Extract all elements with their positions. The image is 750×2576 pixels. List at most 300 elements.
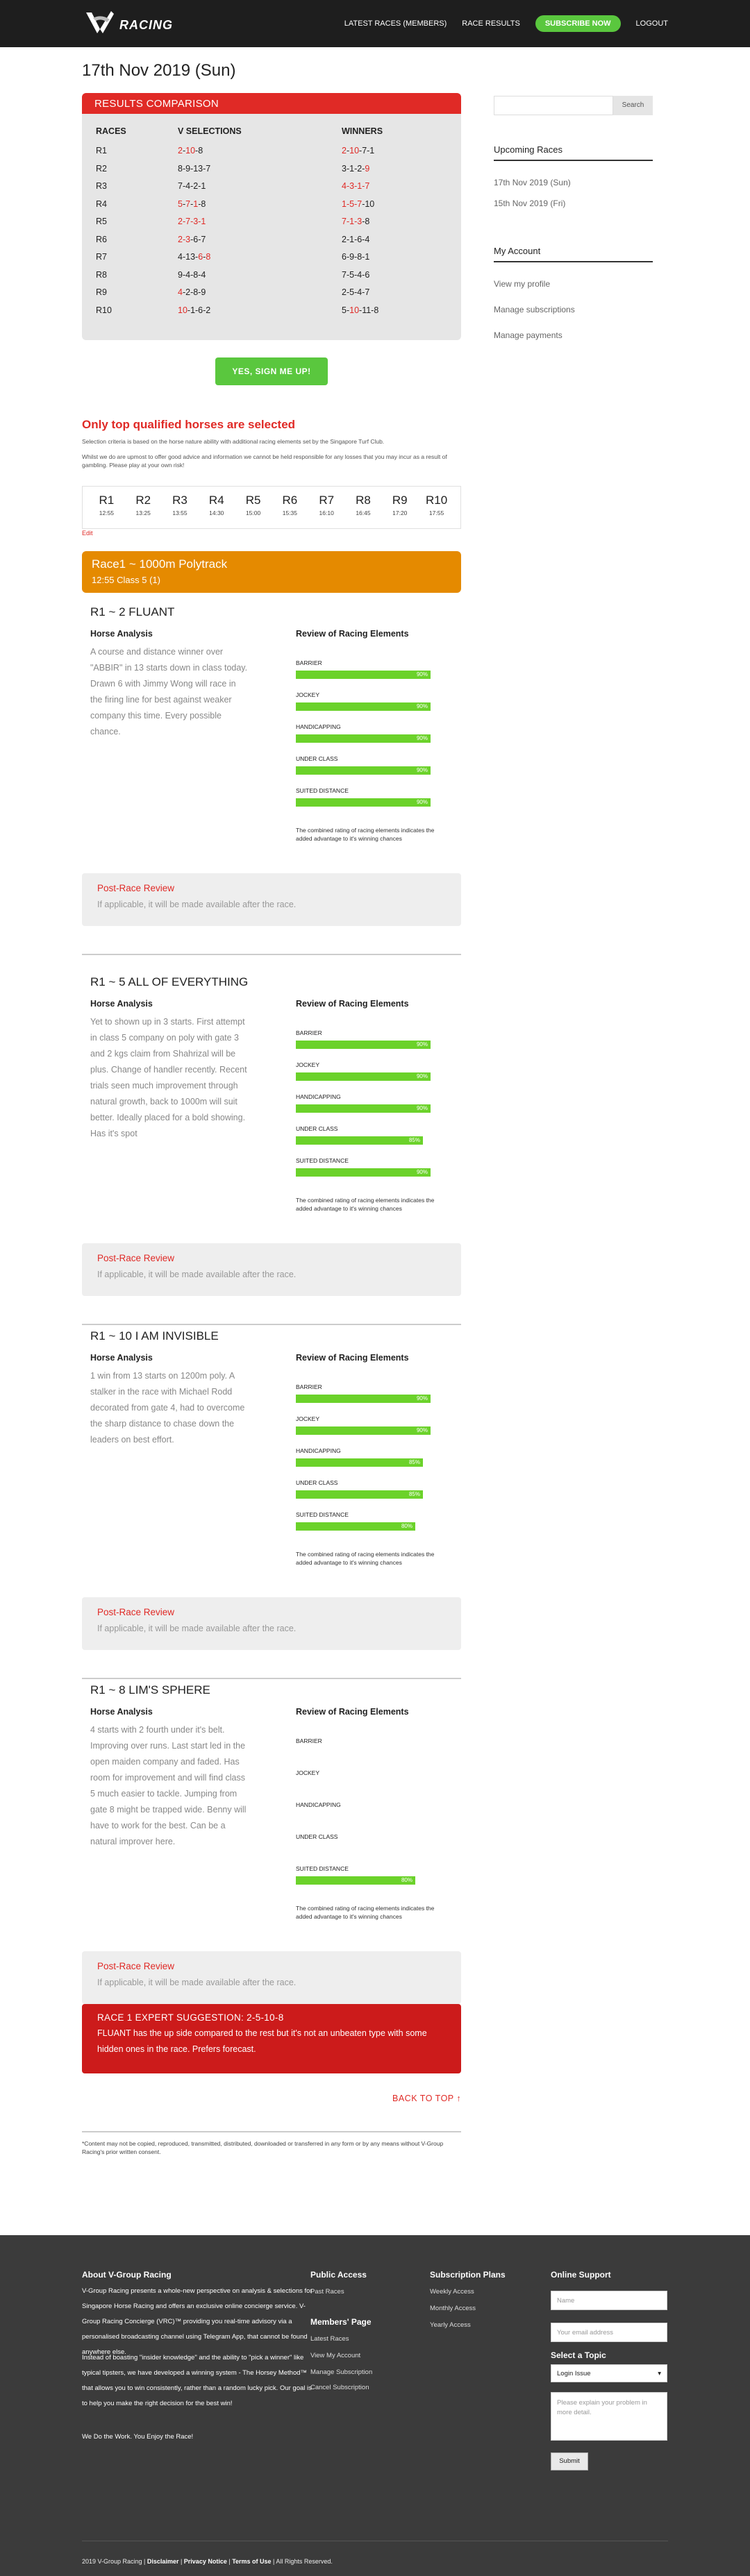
selection-segment: 2-3 — [178, 234, 191, 244]
meter-value: 90% — [416, 703, 428, 709]
race-tab-name: R7 — [319, 494, 335, 507]
privacy-notice-link[interactable]: Privacy Notice — [183, 2558, 227, 2565]
meter-fill — [296, 1104, 431, 1113]
race-number: R1 — [96, 146, 107, 155]
results-row — [96, 252, 450, 269]
upcoming-race-link[interactable]: 17th Nov 2019 (Sun) — [494, 178, 571, 187]
meter-label: SUITED DISTANCE — [296, 1511, 349, 1518]
race-tab-time: 16:45 — [356, 510, 371, 516]
meter-track — [296, 766, 431, 775]
element-meter — [296, 1479, 445, 1499]
race-tab-time: 14:30 — [209, 510, 224, 516]
winner-segment: - — [346, 146, 350, 155]
horse-analysis-text: 4 starts with 2 fourth under it's belt. Improving over runs. Last start led in the open maiden company and faded. Has room for improvement and will find class 5 much easier to tackle. Jumping from gate 8 might be trapped wide. Benny will have to work for the best. Can be a natural improver here. — [90, 1725, 247, 1846]
meter-value: 90% — [416, 767, 428, 773]
terms-of-use-link[interactable]: Terms of Use — [232, 2558, 272, 2565]
footer-about-text: V-Group Racing presents a whole-new perspective on analysis & selections for Singapore Horse Racing and offers an exclusive online concierge service. V-Group Racing Concierge (VRC)™ providing you real-time advisory via a personalised broadcasting channel using Telegram App, that cannot be found anywhere else. — [82, 2287, 312, 2356]
race-tab[interactable] — [418, 494, 455, 528]
meter-track — [296, 798, 431, 807]
race-number: R10 — [96, 305, 112, 315]
divider — [82, 2131, 461, 2132]
race-tab-time: 12:55 — [99, 510, 115, 516]
sidebar-divider — [494, 261, 653, 262]
view-profile-link[interactable]: View my profile — [494, 279, 551, 289]
race-navigation-bar — [82, 486, 461, 529]
expert-suggestion — [82, 2004, 461, 2073]
results-row — [96, 270, 450, 287]
winners — [342, 305, 378, 315]
search-input[interactable] — [494, 96, 613, 115]
selection-segment: 7-4-2-1 — [178, 181, 206, 191]
page-title: 17th Nov 2019 (Sun) — [82, 61, 236, 80]
horse-entry — [82, 1683, 461, 1989]
col-winners: WINNERS — [342, 126, 383, 136]
results-row — [96, 287, 450, 304]
footer-members-title: Members' Page — [310, 2317, 372, 2327]
race-tab-name: R4 — [208, 494, 224, 507]
selection-segment: -6-7 — [190, 234, 206, 244]
selection-segment: 6 — [198, 252, 203, 262]
element-meter — [296, 1125, 445, 1145]
footer-past-races-link[interactable]: Past Races — [310, 2288, 344, 2296]
footer-support-title: Online Support — [551, 2270, 611, 2280]
race-number: R8 — [96, 269, 107, 280]
race-tab-name: R10 — [425, 494, 448, 507]
horse-entry — [82, 1329, 461, 1635]
winner-segment: -11-8 — [359, 305, 379, 315]
selection-segment: 5 — [178, 199, 183, 209]
entry-divider — [82, 1324, 461, 1325]
meter-value: 90% — [416, 799, 428, 805]
manage-subscriptions-link[interactable]: Manage subscriptions — [494, 305, 575, 314]
meter-fill — [296, 798, 431, 807]
race-tab-time: 13:25 — [135, 510, 151, 516]
meter-value: 85% — [408, 1137, 420, 1143]
footer-about-title: About V-Group Racing — [82, 2270, 172, 2280]
horse-entry — [82, 605, 461, 911]
results-row — [96, 305, 450, 322]
meter-label: BARRIER — [296, 659, 322, 666]
selection-segment: -8 — [195, 146, 203, 155]
horse-title: R1 ~ 5 ALL OF EVERYTHING — [90, 975, 249, 988]
col-v-selections: V SELECTIONS — [178, 126, 242, 136]
sign-up-button[interactable]: YES, SIGN ME UP! — [215, 357, 328, 385]
winners — [342, 252, 369, 262]
v-selection — [178, 235, 206, 244]
element-meter — [296, 1029, 445, 1049]
footer-monthly-link[interactable]: Monthly Access — [430, 2305, 476, 2312]
race-number: R7 — [96, 252, 107, 262]
winner-segment: 7-1-3 — [342, 217, 362, 226]
meter-fill — [296, 1458, 423, 1467]
v-selection — [178, 164, 210, 174]
meter-fill — [296, 1136, 423, 1145]
meter-track — [296, 1426, 431, 1435]
meter-label: SUITED DISTANCE — [296, 1865, 349, 1872]
winner-segment: 6-9-8-1 — [342, 252, 370, 262]
selection-segment: 4-13- — [178, 252, 199, 262]
winner-segment: 1-5-7 — [342, 199, 362, 209]
post-race-review — [82, 1597, 461, 1650]
selection-segment: 2 — [178, 146, 183, 155]
site-logo[interactable] — [83, 8, 181, 39]
post-race-text: If applicable, it will be made available after the race. — [97, 1270, 297, 1279]
meter-label: SUITED DISTANCE — [296, 787, 349, 794]
horse-entry — [82, 975, 461, 1281]
race-number: R9 — [96, 287, 107, 297]
winners — [342, 164, 369, 174]
element-meter — [296, 1865, 445, 1885]
meter-label: HANDICAPPING — [296, 1093, 341, 1100]
race-tab-name: R8 — [356, 494, 371, 507]
meter-track — [296, 1395, 431, 1403]
winners — [342, 199, 374, 209]
v-selection — [178, 270, 206, 280]
upcoming-races-title: Upcoming Races — [494, 144, 562, 155]
element-meter — [296, 1093, 445, 1113]
logo-horse-icon — [83, 8, 117, 39]
element-meter — [296, 1157, 445, 1177]
results-row — [96, 146, 450, 162]
meter-value: 90% — [416, 1169, 428, 1175]
expert-title: RACE 1 EXPERT SUGGESTION: 2-5-10-8 — [97, 2012, 284, 2023]
meter-label: BARRIER — [296, 1383, 322, 1390]
race-tab[interactable] — [88, 494, 125, 528]
race-tab[interactable] — [345, 494, 382, 528]
meter-track — [296, 734, 431, 743]
winner-segment: 9 — [365, 163, 370, 174]
race-tab-time: 17:20 — [392, 510, 408, 516]
race-number: R4 — [96, 199, 107, 209]
selection-criteria-text: Selection criteria is based on the horse nature ability with additional racing elements set by the Singapore Turf Club. — [82, 438, 385, 445]
race-tab-time: 15:00 — [245, 510, 261, 516]
meter-label: UNDER CLASS — [296, 1479, 338, 1486]
post-race-review — [82, 1243, 461, 1296]
selection-segment: - — [190, 199, 194, 209]
upcoming-race-link[interactable]: 15th Nov 2019 (Fri) — [494, 199, 566, 208]
v-selection — [178, 305, 210, 315]
sidebar-divider — [494, 160, 653, 161]
selection-segment: - — [182, 146, 186, 155]
elements-note: The combined rating of racing elements indicates the added advantage to it's winning chances — [296, 1905, 435, 1920]
meter-label: JOCKEY — [296, 1769, 320, 1776]
meter-label: UNDER CLASS — [296, 1833, 338, 1840]
meter-fill — [296, 702, 431, 711]
selection-segment: - — [182, 199, 186, 209]
winners — [342, 146, 374, 155]
selection-segment: -2-8-9 — [182, 287, 206, 297]
meter-value: 90% — [416, 1395, 428, 1401]
problem-textarea[interactable]: Please explain your problem in more detail. — [551, 2392, 667, 2441]
meter-value: 90% — [416, 1041, 428, 1047]
post-race-text: If applicable, it will be made available after the race. — [97, 1624, 297, 1633]
meter-track — [296, 1136, 423, 1145]
horse-analysis-label: Horse Analysis — [90, 999, 153, 1009]
race-header-title: Race1 ~ 1000m Polytrack — [92, 557, 228, 571]
racing-elements-label: Review of Racing Elements — [296, 629, 409, 639]
race-number: R2 — [96, 163, 107, 174]
race-tab[interactable] — [308, 494, 345, 528]
meter-value: 90% — [416, 671, 428, 677]
race-tab-name: R6 — [282, 494, 298, 507]
selection-segment: 1 — [193, 199, 199, 209]
element-meter — [296, 1511, 445, 1531]
selection-segment: 2-7-3-1 — [178, 217, 206, 226]
results-comparison — [82, 93, 461, 340]
entry-divider — [82, 954, 461, 955]
winner-segment: 3-1-2- — [342, 163, 365, 174]
copyright-text: 2019 V-Group Racing | — [82, 2558, 146, 2565]
footer-yearly-link[interactable]: Yearly Access — [430, 2321, 471, 2329]
meter-value: 85% — [408, 1459, 420, 1465]
winners — [342, 270, 369, 280]
horse-analysis-label: Horse Analysis — [90, 1353, 153, 1363]
winner-segment: 10 — [349, 305, 360, 315]
element-meter — [296, 1801, 445, 1821]
meter-label: BARRIER — [296, 1737, 322, 1744]
edit-link[interactable]: Edit — [82, 530, 93, 537]
qualified-title: Only top qualified horses are selected — [82, 418, 296, 431]
race-tab-name: R3 — [172, 494, 188, 507]
v-selection — [178, 252, 210, 262]
selection-segment: 9-4-8-4 — [178, 269, 206, 280]
selection-segment: 10 — [185, 146, 196, 155]
race-tab-name: R2 — [135, 494, 151, 507]
race-tab[interactable] — [381, 494, 418, 528]
horse-title: R1 ~ 10 I AM INVISIBLE — [90, 1329, 219, 1342]
post-race-title: Post-Race Review — [97, 883, 175, 893]
element-meter — [296, 1383, 445, 1403]
post-race-text: If applicable, it will be made available after the race. — [97, 1978, 297, 1987]
meter-label: HANDICAPPING — [296, 1801, 341, 1808]
meter-fill — [296, 1426, 431, 1435]
post-race-title: Post-Race Review — [97, 1253, 175, 1263]
meter-track — [296, 671, 431, 679]
race-number: R5 — [96, 217, 107, 226]
race-tab-name: R9 — [392, 494, 408, 507]
winner-segment: -8 — [362, 217, 370, 226]
element-meter — [296, 1769, 445, 1789]
footer-latest-races-link[interactable]: Latest Races — [310, 2335, 349, 2343]
race-tab[interactable] — [198, 494, 235, 528]
meter-label: JOCKEY — [296, 691, 320, 698]
element-meter — [296, 1447, 445, 1467]
footer-public-title: Public Access — [310, 2270, 367, 2280]
winner-segment: 2-1-6-4 — [342, 234, 370, 244]
results-row — [96, 217, 450, 233]
selection-segment: 7 — [185, 199, 191, 209]
winner-segment: 5- — [342, 305, 350, 315]
horse-analysis-label: Horse Analysis — [90, 1707, 153, 1717]
col-races: RACES — [96, 126, 126, 136]
topic-label: Select a Topic — [551, 2350, 606, 2360]
email-input[interactable]: Your email address — [551, 2323, 667, 2342]
v-selection — [178, 146, 203, 155]
horse-analysis-text: Yet to shown up in 3 starts. First attempt in class 5 company on poly with gate 3 and 2 kgs claim from Shahrizal will be plus. Change of handler recently. Recent trials seen much improvement through natural growth, back to 1000m will suit better. Ideally placed for a bold showing. Has it's spot — [90, 1017, 247, 1138]
nav-race-results[interactable]: RACE RESULTS — [462, 19, 520, 28]
v-selection — [178, 199, 206, 209]
results-row — [96, 199, 450, 216]
topic-select[interactable] — [551, 2364, 667, 2382]
meter-fill — [296, 1041, 431, 1049]
element-meter — [296, 723, 445, 743]
subscribe-button[interactable]: SUBSCRIBE NOW — [535, 15, 621, 32]
race-header — [82, 551, 461, 593]
v-selection — [178, 181, 206, 191]
selection-segment: 4 — [178, 287, 183, 297]
logout-link[interactable]: LOGOUT — [635, 19, 668, 28]
race-tab-name: R5 — [245, 494, 261, 507]
race-tab[interactable] — [272, 494, 308, 528]
selection-segment: 8-9-13-7 — [178, 163, 211, 174]
meter-fill — [296, 1876, 415, 1885]
elements-note: The combined rating of racing elements indicates the added advantage to it's winning chances — [296, 827, 435, 842]
horse-title: R1 ~ 2 FLUANT — [90, 605, 175, 618]
results-row — [96, 164, 450, 180]
winners — [342, 181, 369, 191]
entry-divider — [82, 1678, 461, 1679]
race-tab-time: 17:55 — [428, 510, 444, 516]
winners — [342, 217, 369, 226]
site-header — [0, 0, 750, 47]
meter-label: JOCKEY — [296, 1061, 320, 1068]
meter-label: BARRIER — [296, 1029, 322, 1036]
gambling-warning-text: Whilst we do are upmost to offer good advice and information we cannot be held responsible for any losses that you may incur as a result of gambling. Please play at your own risk! — [82, 453, 447, 469]
results-header-row — [96, 126, 450, 143]
element-meter — [296, 787, 445, 807]
element-meter — [296, 1061, 445, 1081]
element-meter — [296, 691, 445, 711]
meter-track — [296, 1168, 431, 1177]
elements-note: The combined rating of racing elements indicates the added advantage to it's winning chances — [296, 1551, 435, 1566]
race-number: R6 — [96, 234, 107, 244]
v-selection — [178, 217, 206, 226]
footer-cancel-subscription-link[interactable]: Cancel Subscription — [310, 2384, 369, 2391]
manage-payments-link[interactable]: Manage payments — [494, 330, 562, 340]
results-row — [96, 181, 450, 198]
footer-weekly-link[interactable]: Weekly Access — [430, 2288, 474, 2296]
meter-fill — [296, 766, 431, 775]
results-row — [96, 235, 450, 251]
winner-segment: 2 — [342, 146, 347, 155]
race-tab[interactable] — [235, 494, 272, 528]
selection-segment: -1-6-2 — [187, 305, 211, 315]
expert-text: FLUANT has the up side compared to the rest but it's not an unbeaten type with some hidden ones in the race. Prefers forecast. — [97, 2028, 427, 2054]
meter-track — [296, 1041, 431, 1049]
name-input[interactable]: Name — [551, 2291, 667, 2310]
back-to-top-link[interactable]: BACK TO TOP ↑ — [392, 2094, 462, 2103]
winner-segment: -7-1 — [359, 146, 375, 155]
footer-view-account-link[interactable]: View My Account — [310, 2352, 361, 2359]
winner-segment: 2-5-4-7 — [342, 287, 370, 297]
meter-track — [296, 1458, 423, 1467]
meter-value: 90% — [416, 1105, 428, 1111]
selection-segment: 8 — [206, 252, 211, 262]
meter-label: JOCKEY — [296, 1415, 320, 1422]
winner-segment: 7-5-4-6 — [342, 269, 370, 280]
my-account-title: My Account — [494, 246, 541, 256]
footer-about-text-2: Instead of boasting "insider knowledge" and the ability to "pick a winner" like typical tipsters, we have developed a winning system - The Horsey Method™ that allows you to win consistently, rather than a random lucky pick. Our goal is to help you make the right decision for the best win! — [82, 2354, 312, 2407]
meter-fill — [296, 734, 431, 743]
footer-plans-title: Subscription Plans — [430, 2270, 506, 2280]
winner-segment: 4-3-1-7 — [342, 181, 370, 191]
winner-segment: 10 — [349, 146, 360, 155]
meter-label: HANDICAPPING — [296, 1447, 341, 1454]
post-race-review — [82, 873, 461, 926]
element-meter — [296, 1737, 445, 1757]
horse-title: R1 ~ 8 LIM'S SPHERE — [90, 1683, 210, 1697]
winners — [342, 235, 369, 244]
submit-button[interactable]: Submit — [551, 2452, 588, 2470]
racing-elements-label: Review of Racing Elements — [296, 1353, 409, 1363]
footer-manage-subscription-link[interactable]: Manage Subscription — [310, 2368, 373, 2376]
element-meter — [296, 659, 445, 679]
meter-value: 90% — [416, 735, 428, 741]
race-tab-time: 15:35 — [282, 510, 298, 516]
rights-text: All Rights Reserved. — [276, 2558, 333, 2565]
race-number: R3 — [96, 181, 107, 191]
post-race-review — [82, 1951, 461, 2004]
main-nav — [329, 15, 668, 32]
meter-label: HANDICAPPING — [296, 723, 341, 730]
race-tab[interactable] — [162, 494, 199, 528]
meter-label: SUITED DISTANCE — [296, 1157, 349, 1164]
meter-track — [296, 702, 431, 711]
element-meter — [296, 1415, 445, 1435]
results-title: RESULTS COMPARISON — [82, 93, 461, 114]
meter-value: 80% — [401, 1877, 412, 1883]
elements-note: The combined rating of racing elements indicates the added advantage to it's winning chances — [296, 1197, 435, 1212]
meter-fill — [296, 1072, 431, 1081]
element-meter — [296, 755, 445, 775]
meter-label: UNDER CLASS — [296, 755, 338, 762]
horse-analysis-label: Horse Analysis — [90, 629, 153, 639]
race-tab[interactable] — [125, 494, 162, 528]
post-race-text: If applicable, it will be made available after the race. — [97, 900, 297, 909]
horse-analysis-text: 1 win from 13 starts on 1200m poly. A stalker in the race with Michael Rodd decorated from gate 4, had to overcome the sharp distance to chase down the leaders on best effort. — [90, 1371, 245, 1445]
chevron-down-icon: ▾ — [658, 2370, 661, 2377]
horse-analysis-text: A course and distance winner over "ABBIR" in 13 starts down in class today. Drawn 6 with Jimmy Wong will race in the firing line for best against weaker company this time. Every possible chance. — [90, 647, 248, 736]
meter-track — [296, 1876, 415, 1885]
racing-elements-label: Review of Racing Elements — [296, 999, 409, 1009]
meter-value: 90% — [416, 1427, 428, 1433]
v-selection — [178, 287, 206, 297]
meter-fill — [296, 1522, 415, 1531]
post-race-title: Post-Race Review — [97, 1607, 175, 1617]
winner-segment: -10 — [362, 199, 375, 209]
selection-segment: -8 — [198, 199, 206, 209]
meter-track — [296, 1072, 431, 1081]
meter-label: UNDER CLASS — [296, 1125, 338, 1132]
nav-latest-races[interactable]: LATEST RACES (MEMBERS) — [344, 19, 447, 28]
meter-track — [296, 1104, 431, 1113]
race-tab-time: 13:55 — [172, 510, 188, 516]
search-button[interactable]: Search — [613, 96, 653, 115]
footer-slogan: We Do the Work. You Enjoy the Race! — [82, 2433, 194, 2441]
meter-fill — [296, 671, 431, 679]
disclaimer-link[interactable]: Disclaimer — [147, 2558, 179, 2565]
selection-segment: - — [203, 252, 206, 262]
meter-track — [296, 1490, 423, 1499]
race-tab-name: R1 — [99, 494, 115, 507]
racing-elements-label: Review of Racing Elements — [296, 1707, 409, 1717]
logo-text: RACING — [119, 18, 173, 32]
meter-value: 85% — [408, 1491, 420, 1497]
selection-segment: 10 — [178, 305, 188, 315]
race-header-subtitle: 12:55 Class 5 (1) — [92, 575, 160, 585]
footer-copyright: 2019 V-Group Racing | Disclaimer | Privacy Notice | Terms of Use | All Rights Reserved. — [82, 2558, 333, 2565]
meter-value: 80% — [401, 1523, 412, 1529]
